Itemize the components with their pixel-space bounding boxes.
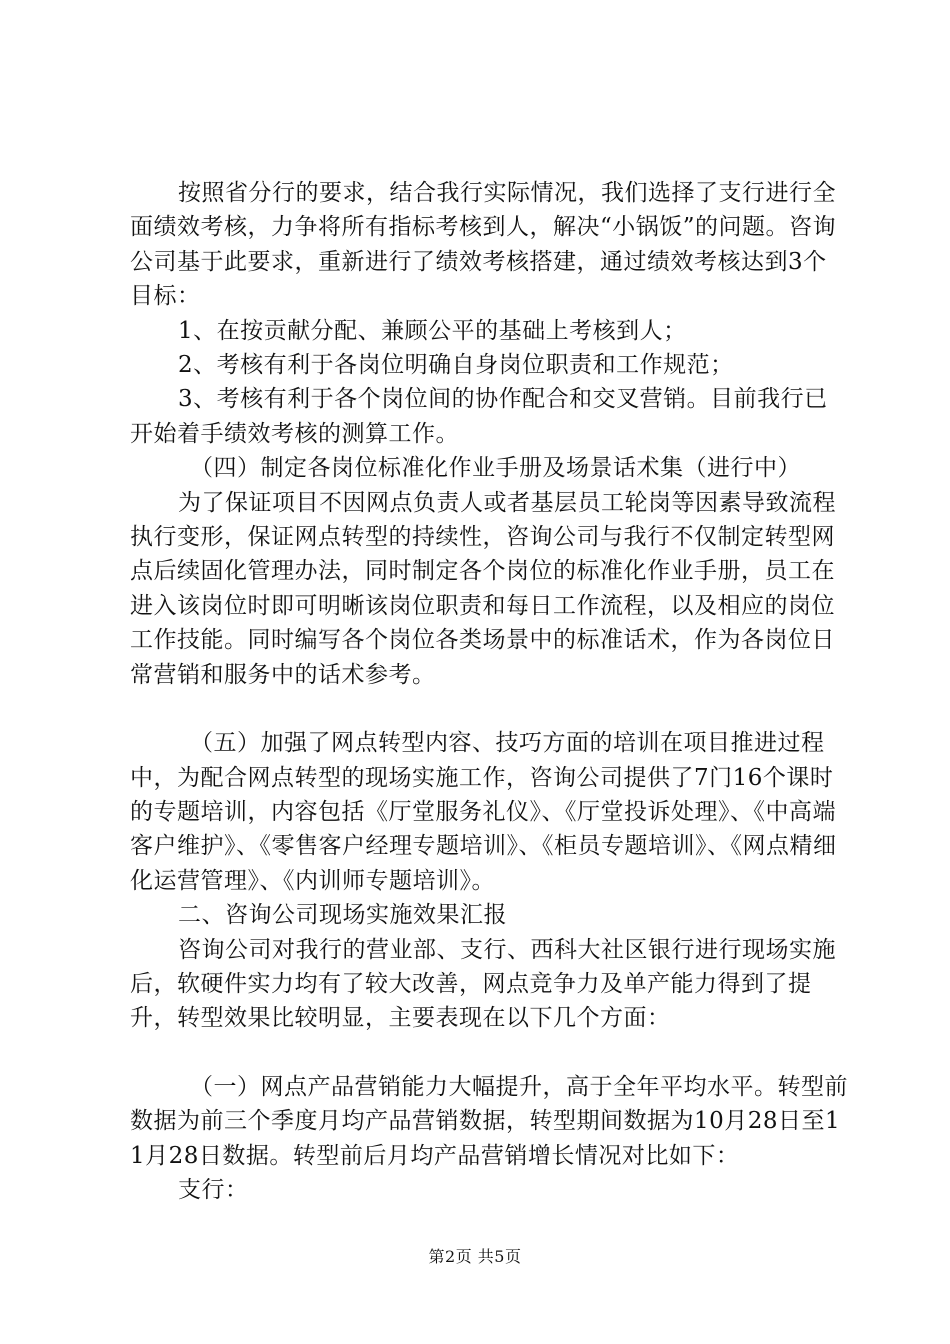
list-item-goal-2: 2、考核有利于各岗位明确自身岗位职责和工作规范； [178,352,734,379]
document-body [130,176,850,1207]
section-heading-report: 二、咨询公司现场实施效果汇报 [178,902,507,929]
paragraph-implementation-effect: 咨询公司对我行的营业部、支行、西科大社区银行进行现场实施后，软硬件实力均有了较大改善，网点竞争力及单产能力得到了提升，转型效果比较明显，主要表现在以下几个方面： [130,936,836,1032]
section-heading-4: （四）制定各岗位标准化作业手册及场景话术集（进行中） [190,455,801,482]
list-item-goal-3: 3、考核有利于各个岗位间的协作配合和交叉营销。目前我行已开始着手绩效考核的测算工作。 [130,386,828,447]
section-heading-5-training: （五）加强了网点转型内容、技巧方面的培训在项目推进过程中，为配合网点转型的现场实施工作，咨询公司提供了7门16个课时的专题培训，内容包括《厅堂服务礼仪》、《厅堂投诉处理》、《中高端客户维护》、《零售客户经理专题培训》、《柜员专题培训》、《网点精细化运营管理》、《内训师专题培训》。 [130,730,837,894]
paragraph-performance-goals: 按照省分行的要求，结合我行实际情况，我们选择了支行进行全面绩效考核，力争将所有指标考核到人，解决“小锅饭”的问题。咨询公司基于此要求，重新进行了绩效考核搭建，通过绩效考核达到3个目标： [130,180,837,310]
list-item-goal-1: 1、在按贡献分配、兼顾公平的基础上考核到人； [178,317,687,344]
paragraph-standardization: 为了保证项目不因网点负责人或者基层员工轮岗等因素导致流程执行变形，保证网点转型的持续性，咨询公司与我行不仅制定转型网点后续固化管理办法，同时制定各个岗位的标准化作业手册，员工在进入该岗位时即可明晰该岗位职责和每日工作流程，以及相应的岗位工作技能。同时编写各个岗位各类场景中的标准话术，作为各岗位日常营销和服务中的话术参考。 [130,489,836,688]
paragraph-marketing-ability: （一）网点产品营销能力大幅提升，高于全年平均水平。转型前数据为前三个季度月均产品营销数据，转型期间数据为10月28日至11月28日数据。转型前后月均产品营销增长情况对比如下： [130,1073,848,1169]
label-branch: 支行： [178,1176,249,1203]
page-footer: 第2页 共5页 [428,1247,522,1266]
